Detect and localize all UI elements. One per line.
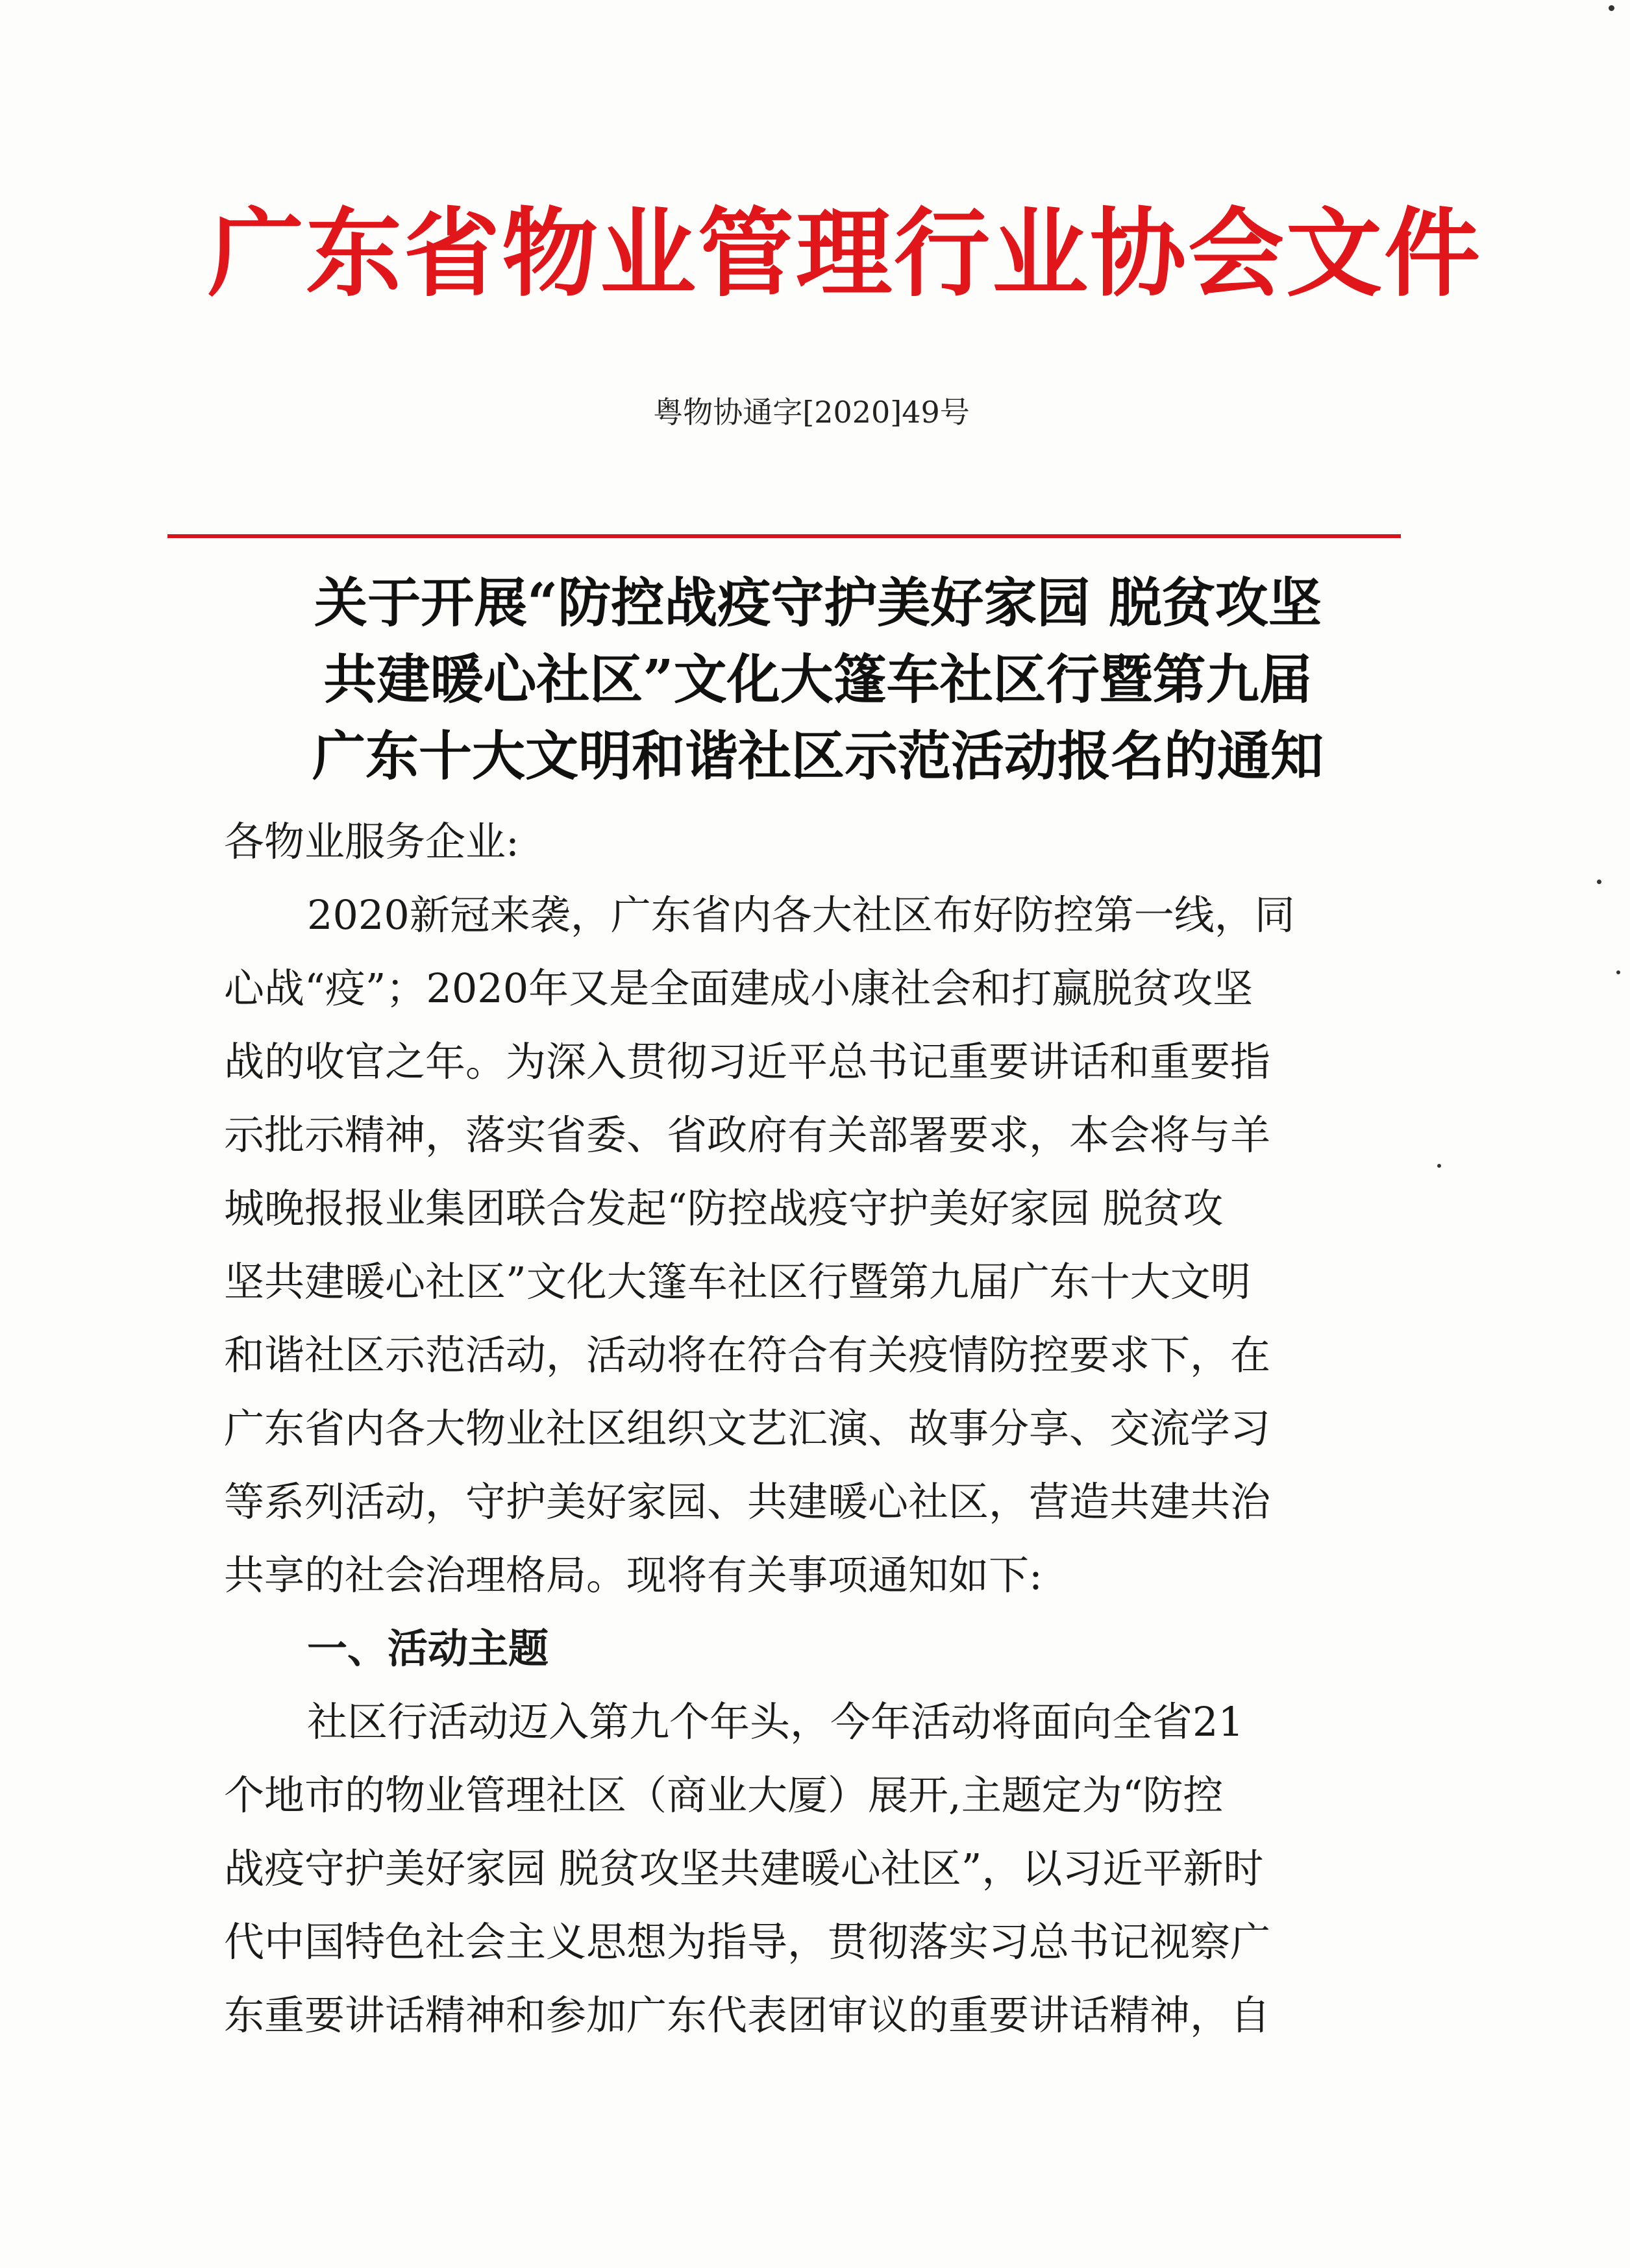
paragraph-line: 2020新冠来袭，广东省内各大社区布好防控第一线，同: [307, 891, 1295, 939]
issuer-header-title: 广东省物业管理行业协会文件: [208, 197, 1482, 310]
paragraph-line: 东重要讲话精神和参加广东代表团审议的重要讲话精神，自: [224, 1991, 1271, 2039]
paragraph-line: 社区行活动迈入第九个年头，今年活动将面向全省21: [307, 1698, 1244, 1745]
notice-title-line: 共建暖心社区”文化大篷车社区行暨第九届: [323, 648, 1313, 711]
paragraph-line: 坚共建暖心社区”文化大篷车社区行暨第九届广东十大文明: [224, 1258, 1251, 1305]
paragraph-line: 共享的社会治理格局。现将有关事项通知如下:: [224, 1551, 1043, 1599]
scan-speck: [1616, 970, 1620, 974]
salutation: 各物业服务企业:: [224, 818, 519, 865]
paragraph-line: 广东省内各大物业社区组织文艺汇演、故事分享、交流学习: [224, 1405, 1271, 1452]
notice-title-line: 关于开展“防控战疫守护美好家园 脱贫攻坚: [314, 572, 1322, 634]
paragraph-line: 等系列活动，守护美好家园、共建暖心社区，营造共建共治: [224, 1478, 1271, 1525]
notice-title-line: 广东十大文明和谐社区示范活动报名的通知: [312, 725, 1324, 787]
red-divider-rule: [167, 534, 1401, 538]
scan-speck: [1437, 1164, 1441, 1168]
notice-title: [224, 565, 1412, 795]
paragraph-line: 和谐社区示范活动，活动将在符合有关疫情防控要求下，在: [224, 1331, 1271, 1379]
scan-speck: [1609, 5, 1614, 11]
paragraph-line: 示批示精神，落实省委、省政府有关部署要求，本会将与羊: [224, 1111, 1271, 1159]
paragraph-line: 心战“疫”；2020年又是全面建成小康社会和打赢脱贫攻坚: [224, 965, 1253, 1012]
paragraph-line: 战疫守护美好家园 脱贫攻坚共建暖心社区”，以习近平新时: [224, 1845, 1264, 1892]
paragraph-line: 战的收官之年。为深入贯彻习近平总书记重要讲话和重要指: [224, 1038, 1271, 1085]
paragraph-line: 城晚报报业集团联合发起“防控战疫守护美好家园 脱贫攻: [224, 1185, 1224, 1232]
paragraph-line: 代中国特色社会主义思想为指导，贯彻落实习总书记视察广: [224, 1918, 1271, 1966]
scan-speck: [1597, 880, 1601, 884]
section-heading: 一、活动主题: [307, 1625, 549, 1672]
document-body: [224, 805, 1347, 2052]
paragraph-line: 个地市的物业管理社区（商业大厦）展开,主题定为“防控: [224, 1771, 1224, 1819]
document-number: 粤物协通字[2020]49号: [653, 395, 970, 430]
